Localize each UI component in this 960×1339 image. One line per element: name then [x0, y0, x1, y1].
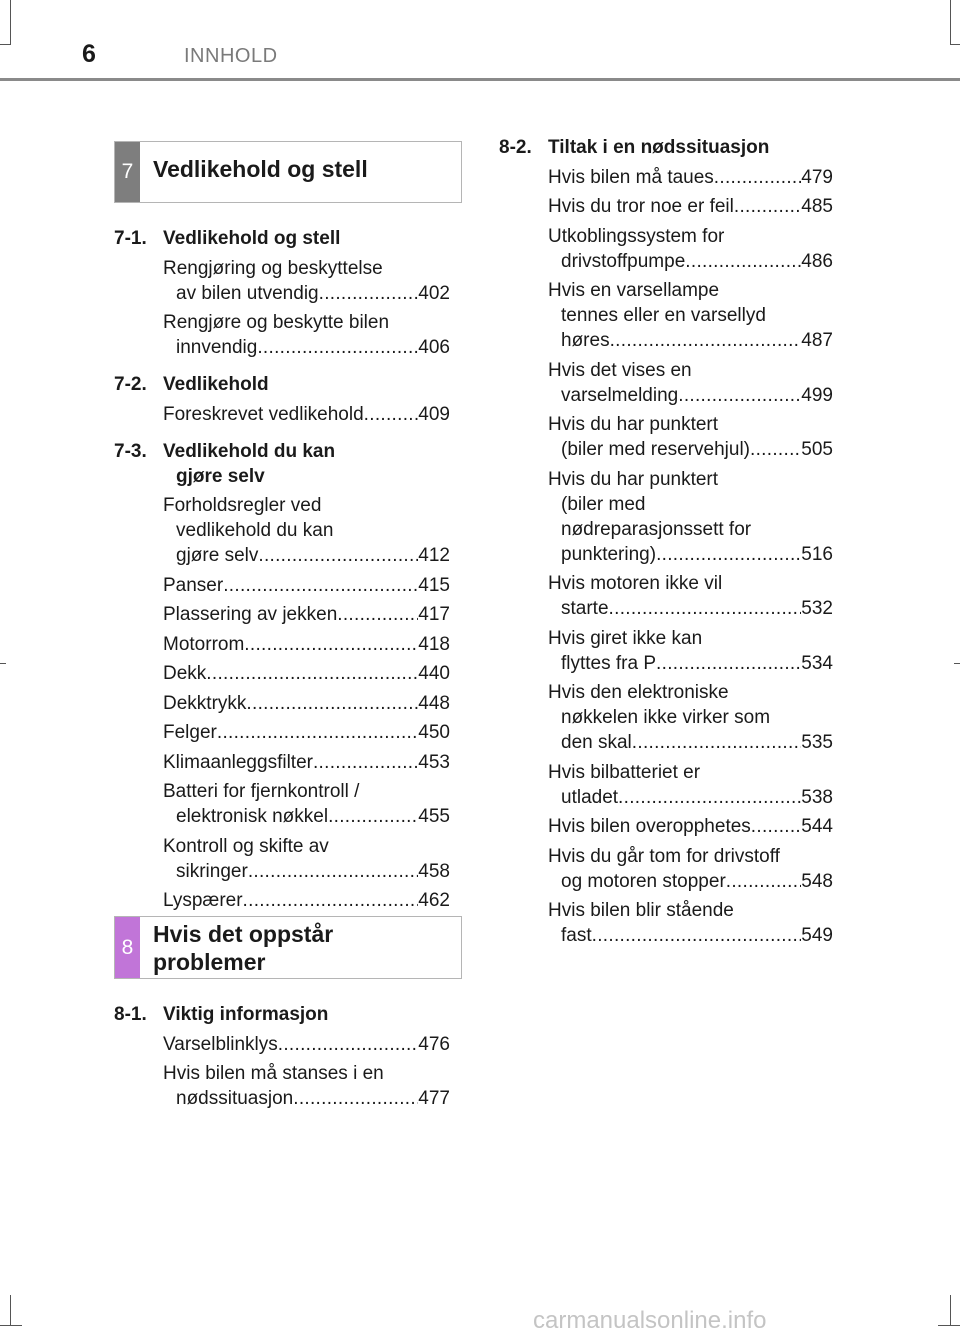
toc-entry-page: 455 — [418, 806, 450, 827]
toc-entry-text: Hvis en varsellampe — [548, 280, 720, 301]
toc-entry-page: 462 — [418, 890, 450, 911]
toc-subsection-title: Vedlikehold og stell — [163, 228, 341, 249]
toc-column-right — [499, 135, 833, 948]
watermark: carmanualsonline.info — [533, 1307, 767, 1334]
toc-entry-page: 499 — [801, 384, 833, 406]
toc-entry[interactable] — [163, 720, 450, 745]
toc-subsection-title: Vedlikehold du kan — [163, 440, 336, 462]
section-tab-8: 8 — [115, 917, 140, 978]
dot-leader — [618, 785, 801, 810]
dot-leader — [244, 632, 418, 657]
toc-entry-text: Hvis du har punktert — [548, 414, 719, 435]
toc-entry-text: Varselblinklys — [163, 1033, 278, 1055]
toc-entry-text: Hvis bilen overopphetes — [548, 816, 751, 837]
toc-entry[interactable] — [163, 493, 450, 568]
dot-leader — [293, 1086, 418, 1111]
dot-leader — [610, 328, 802, 353]
dot-leader — [685, 249, 801, 274]
crop-mark — [10, 1295, 11, 1325]
toc-entry-text: Hvis bilbatteriet er — [548, 761, 701, 783]
dot-leader — [257, 335, 418, 360]
toc-entry-text: nødreparasjonssett for — [561, 518, 752, 540]
dot-leader — [258, 543, 418, 568]
toc-entry-text: Lyspærer — [163, 890, 243, 911]
toc-subsection — [499, 135, 833, 160]
toc-entry[interactable] — [163, 256, 450, 306]
toc-subsection — [114, 1002, 450, 1027]
toc-subsection — [114, 439, 450, 489]
toc-entry-text: nøkkelen ikke virker som — [561, 707, 771, 728]
toc-entry-text: Dekktrykk — [163, 692, 247, 714]
toc-entry[interactable] — [163, 779, 450, 829]
toc-entry-page: 440 — [418, 663, 450, 684]
toc-subsection-title: Tiltak i en nødssituasjon — [548, 137, 770, 158]
toc-entry[interactable] — [548, 278, 833, 353]
toc-subsection-number: 7-1. — [114, 228, 147, 249]
toc-entry-page: 485 — [801, 196, 833, 217]
toc-entry-page: 534 — [801, 652, 833, 674]
toc-entry-text: flyttes fra P — [561, 652, 657, 674]
toc-entry-text: Hvis bilen blir stående — [548, 900, 734, 921]
toc-column-left-bottom — [114, 1002, 450, 1111]
toc-entry-text: (biler med reservehjul) — [561, 439, 751, 460]
toc-entry-text: Hvis bilen må stanses i en — [163, 1063, 384, 1084]
toc-subsection-number: 8-1. — [114, 1004, 147, 1025]
section-tab-7: 7 — [115, 142, 140, 202]
toc-entry[interactable] — [163, 1061, 450, 1111]
toc-entry-page: 448 — [418, 692, 450, 714]
toc-entry-page: 453 — [418, 751, 450, 773]
toc-entry-text: fast — [561, 925, 592, 946]
toc-entry-text: utladet — [561, 786, 619, 808]
toc-entry-page: 412 — [418, 545, 450, 566]
toc-entry-page: 418 — [418, 633, 450, 655]
dot-leader — [678, 383, 801, 408]
toc-entry-text: Hvis giret ikke kan — [548, 627, 703, 649]
page-number: 6 — [82, 40, 96, 68]
toc-entry[interactable] — [163, 750, 450, 775]
toc-subsection-title: Viktig informasjon — [163, 1004, 329, 1025]
toc-entry[interactable] — [548, 898, 833, 948]
toc-entry-text: Utkoblingssystem for — [548, 225, 725, 247]
toc-entry-page: 479 — [801, 166, 833, 188]
toc-entry-text: Rengjøring og beskyttelse — [163, 257, 383, 279]
section-title-7: Vedlikehold og stell — [153, 156, 368, 182]
page-title: INNHOLD — [184, 45, 278, 67]
toc-entry-text: Klimaanleggsfilter — [163, 751, 313, 773]
toc-entry[interactable] — [548, 194, 833, 219]
toc-entry[interactable] — [163, 310, 450, 360]
toc-entry[interactable] — [548, 680, 833, 755]
toc-subsection-number: 7-3. — [114, 440, 147, 462]
toc-entry-page: 450 — [418, 722, 450, 743]
toc-entry-text: Plassering av jekken — [163, 604, 338, 625]
dot-leader — [319, 281, 419, 306]
toc-entry-page: 415 — [418, 574, 450, 596]
dot-leader — [750, 437, 801, 462]
dot-leader — [714, 165, 802, 190]
dot-leader — [726, 869, 802, 894]
toc-entry-text: Forholdsregler ved — [163, 495, 322, 516]
toc-entry-page: 535 — [801, 732, 833, 753]
toc-entry[interactable] — [163, 573, 450, 598]
dot-leader — [632, 730, 802, 755]
header-rule — [0, 78, 960, 81]
section-title-8-line: Hvis det oppstår — [153, 921, 334, 947]
dot-leader — [206, 661, 418, 686]
section-header-8 — [114, 916, 462, 979]
toc-entry-text: Hvis den elektroniske — [548, 682, 729, 703]
toc-entry[interactable] — [548, 844, 833, 894]
crop-mark — [0, 44, 10, 45]
dot-leader — [751, 814, 802, 839]
toc-entry-text: av bilen utvendig — [176, 282, 319, 304]
toc-entry-text: Hvis du går tom for drivstoff — [548, 845, 780, 867]
dot-leader — [246, 691, 418, 716]
toc-entry-text: tennes eller en varsellyd — [561, 305, 766, 326]
toc-entry-text: elektronisk nøkkel — [176, 806, 329, 827]
toc-entry-text: (biler med — [561, 493, 646, 515]
toc-entry-text: gjøre selv — [176, 545, 259, 566]
toc-entry-text: den skal — [561, 732, 632, 753]
toc-entry-text: punktering) — [561, 543, 657, 565]
toc-entry[interactable] — [163, 691, 450, 716]
toc-entry-text: varselmelding — [561, 384, 679, 406]
toc-entry[interactable] — [548, 571, 833, 621]
toc-entry-page: 505 — [801, 439, 833, 460]
toc-entry-text: Motorrom — [163, 633, 245, 655]
toc-entry[interactable] — [163, 402, 450, 427]
toc-entry[interactable] — [163, 1032, 450, 1057]
toc-entry[interactable] — [548, 760, 833, 810]
toc-entry[interactable] — [548, 358, 833, 408]
toc-entry-page: 548 — [801, 870, 833, 892]
toc-subsection-title: Vedlikehold — [163, 374, 269, 395]
toc-entry[interactable] — [548, 814, 833, 839]
crop-mark — [954, 663, 960, 664]
toc-subsection-title: gjøre selv — [176, 465, 265, 487]
toc-column-left-top — [114, 226, 450, 913]
toc-entry-text: Rengjøre og beskytte bilen — [163, 312, 390, 333]
toc-entry-text: Panser — [163, 574, 224, 596]
crop-mark — [950, 1295, 951, 1325]
toc-entry-text: Batteri for fjernkontroll / — [163, 781, 360, 802]
toc-entry-text: Hvis bilen må taues — [548, 166, 714, 188]
section-title-8-line: problemer — [153, 949, 266, 975]
toc-entry-text: Felger — [163, 722, 217, 743]
toc-entry-page: 476 — [418, 1033, 450, 1055]
toc-entry-text: Dekk — [163, 663, 207, 684]
toc-entry-text: Hvis du tror noe er feil — [548, 196, 734, 217]
toc-entry-text: Kontroll og skifte av — [163, 835, 329, 857]
dot-leader — [656, 542, 801, 567]
toc-entry-page: 417 — [418, 604, 450, 625]
toc-subsection-number: 8-2. — [499, 137, 532, 158]
toc-entry-page: 516 — [801, 543, 833, 565]
toc-entry-page: 549 — [801, 925, 833, 946]
toc-entry[interactable] — [163, 602, 450, 627]
toc-entry[interactable] — [548, 224, 833, 274]
dot-leader — [313, 750, 418, 775]
dot-leader — [223, 573, 418, 598]
dot-leader — [243, 888, 419, 913]
dot-leader — [364, 402, 419, 427]
toc-entry-page: 406 — [418, 337, 450, 358]
toc-entry-text: innvendig — [176, 337, 258, 358]
crop-mark — [0, 1325, 22, 1326]
dot-leader — [278, 1032, 419, 1057]
toc-entry-page: 532 — [801, 598, 833, 619]
section-header-7 — [114, 141, 462, 203]
crop-mark — [951, 44, 960, 45]
toc-entry[interactable] — [163, 661, 450, 686]
crop-mark — [950, 0, 951, 45]
crop-mark — [0, 663, 6, 664]
toc-entry[interactable] — [163, 632, 450, 657]
toc-entry-page: 544 — [801, 816, 833, 837]
toc-entry-page: 458 — [418, 860, 450, 882]
dot-leader — [609, 596, 802, 621]
toc-entry-text: høres — [561, 330, 610, 351]
toc-subsection — [114, 226, 450, 251]
toc-entry[interactable] — [163, 888, 450, 913]
toc-entry-page: 477 — [418, 1088, 450, 1109]
toc-entry-text: starte — [561, 598, 609, 619]
toc-entry-text: Hvis det vises en — [548, 359, 692, 381]
crop-mark — [938, 1325, 960, 1326]
toc-entry-text: drivstoffpumpe — [561, 250, 686, 272]
toc-entry-page: 538 — [801, 786, 833, 808]
toc-entry[interactable] — [548, 467, 833, 567]
section-title-8 — [153, 920, 333, 976]
toc-entry-text: sikringer — [176, 860, 248, 882]
toc-entry-text: Hvis motoren ikke vil — [548, 573, 723, 594]
toc-subsection — [114, 372, 450, 397]
toc-entry[interactable] — [548, 165, 833, 190]
dot-leader — [337, 602, 418, 627]
toc-entry-page: 402 — [418, 282, 450, 304]
toc-subsection-number: 7-2. — [114, 374, 147, 395]
dot-leader — [656, 651, 801, 676]
toc-entry-text: Foreskrevet vedlikehold — [163, 403, 364, 425]
toc-entry[interactable] — [163, 834, 450, 884]
dot-leader — [734, 194, 801, 219]
dot-leader — [592, 923, 802, 948]
toc-entry-text: Hvis du har punktert — [548, 468, 719, 490]
dot-leader — [328, 804, 418, 829]
toc-entry-text: og motoren stopper — [561, 870, 726, 892]
dot-leader — [248, 859, 418, 884]
toc-entry[interactable] — [548, 626, 833, 676]
toc-entry-text: vedlikehold du kan — [176, 520, 334, 541]
toc-entry-page: 486 — [801, 250, 833, 272]
toc-entry-page: 487 — [801, 330, 833, 351]
crop-mark — [10, 0, 11, 45]
toc-entry-text: nødssituasjon — [176, 1088, 294, 1109]
toc-entry-page: 409 — [418, 403, 450, 425]
toc-entry[interactable] — [548, 412, 833, 462]
dot-leader — [217, 720, 418, 745]
